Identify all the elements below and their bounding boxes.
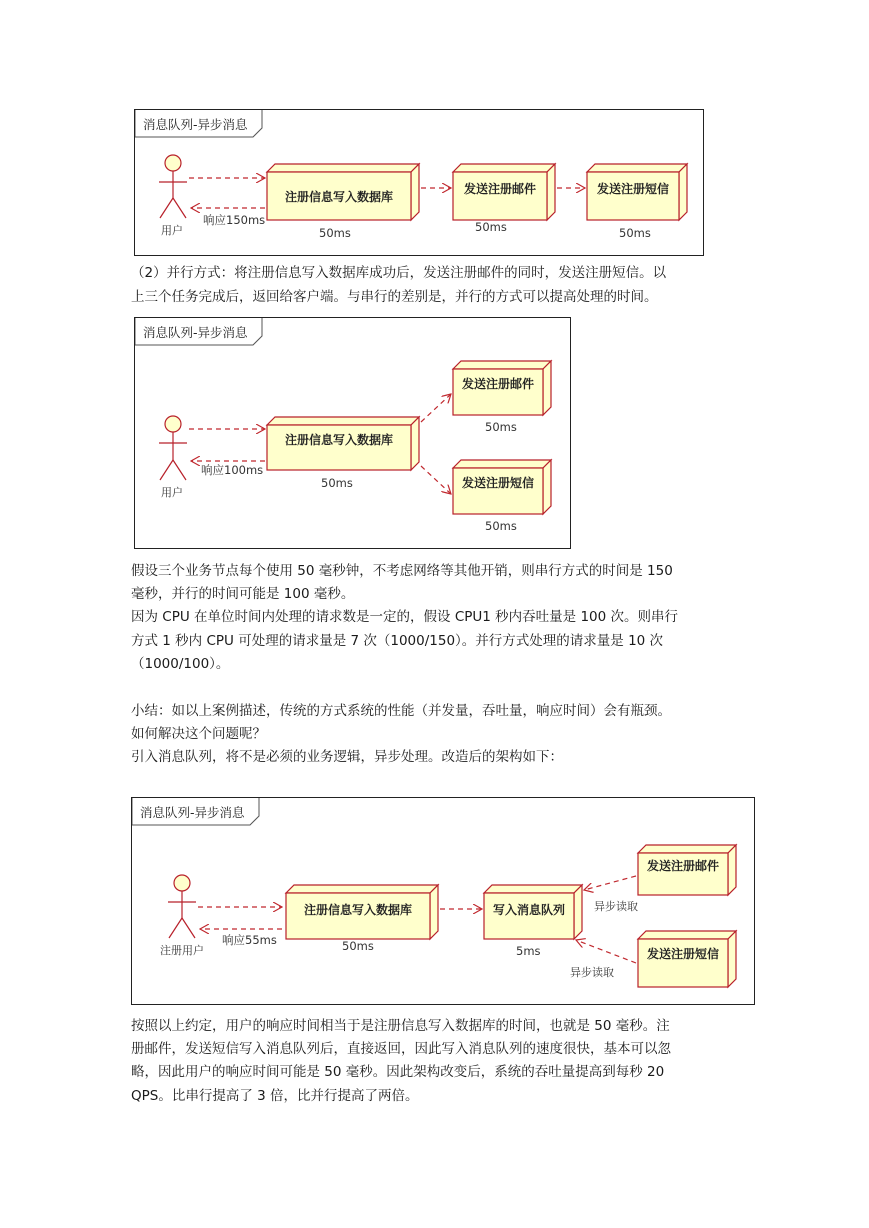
timing-label: 50ms [321,476,353,490]
paragraph-assume-line5: （1000/100）。 [131,656,230,672]
node-label: 注册信息写入数据库 [303,903,413,917]
node-label: 发送注册短信 [596,182,670,196]
paragraph-summary-line3: 引入消息队列，将不是必须的业务逻辑，异步处理。改造后的架构如下： [131,749,563,765]
paragraph-assume-line1: 假设三个业务节点每个使用 50 毫秒钟，不考虑网络等其他开销，则串行方式的时间是 150 [131,563,673,579]
response-label: 响应100ms [201,463,264,477]
node-label: 发送注册短信 [461,476,535,490]
paragraph-final-line2: 册邮件，发送短信写入消息队列后，直接返回，因此写入消息队列的速度很快，基本可以忽 [131,1041,671,1057]
actor-label: 注册用户 [160,944,204,957]
node-send-email [453,164,555,220]
paragraph-assume-line2: 毫秒，并行的时间可能是 100 毫秒。 [131,586,355,602]
paragraph-parallel-line1: （2）并行方式：将注册信息写入数据库成功后，发送注册邮件的同时，发送注册短信。以 [131,265,667,281]
timing-label: 5ms [516,944,541,958]
flow-arrow [421,466,451,494]
paragraph-assume-line3: 因为 CPU 在单位时间内处理的请求数是一定的，假设 CPU1 秒内吞吐量是 100 次。则串行 [131,609,678,625]
async-read-arrow [576,940,636,963]
async-read-label: 异步读取 [594,900,638,913]
actor-label: 用户 [161,224,183,237]
node-write-db [267,417,419,470]
node-label: 注册信息写入数据库 [284,433,394,447]
node-message-queue [484,885,582,939]
paragraph-final-line3: 略，因此用户的响应时间可能是 50 毫秒。因此架构改变后，系统的吞吐量提高到每秒 20 [131,1064,665,1080]
timing-label: 50ms [485,519,517,533]
response-label: 响应150ms [203,213,266,227]
timing-label: 50ms [485,420,517,434]
frame-title: 消息队列-异步消息 [143,117,248,132]
user-actor-icon [159,155,187,218]
node-send-sms [453,460,551,514]
node-send-email [453,361,551,415]
paragraph-parallel-line2: 上三个任务完成后，返回给客户端。与串行的差别是，并行的方式可以提高处理的时间。 [131,289,658,305]
node-label: 发送注册邮件 [646,859,720,873]
paragraph-summary-line2: 如何解决这个问题呢？ [131,726,266,742]
paragraph-final-line4: QPS。比串行提高了 3 倍，比并行提高了两倍。 [131,1088,419,1104]
paragraph-summary-line1: 小结：如以上案例描述，传统的方式系统的性能（并发量，吞吐量，响应时间）会有瓶颈。 [131,703,671,719]
diagram-message-queue [131,797,755,1005]
paragraph-final-line1: 按照以上约定，用户的响应时间相当于是注册信息写入数据库的时间，也就是 50 毫秒。注 [131,1018,670,1034]
node-label: 注册信息写入数据库 [284,190,394,204]
node-send-email [638,845,736,895]
node-send-sms [638,931,736,987]
diagram-serial-canvas [135,110,705,257]
diagram-message-queue-canvas [132,798,756,1006]
timing-label: 50ms [319,226,351,240]
node-send-sms [587,164,687,220]
diagram-parallel-canvas [135,318,572,550]
frame-title: 消息队列-异步消息 [140,805,245,820]
user-actor-icon [159,416,187,480]
actor-label: 用户 [161,486,183,499]
paragraph-assume-line4: 方式 1 秒内 CPU 可处理的请求量是 7 次（1000/150）。并行方式处理的请求量是 10 次 [131,633,664,649]
flow-arrow [421,394,451,422]
diagram-parallel [134,317,571,549]
frame-title: 消息队列-异步消息 [143,325,248,340]
async-read-label: 异步读取 [570,966,614,979]
response-label: 响应55ms [222,933,277,947]
node-write-db [267,164,419,220]
timing-label: 50ms [475,220,507,234]
node-label: 发送注册邮件 [461,377,535,391]
node-label: 写入消息队列 [492,903,566,917]
timing-label: 50ms [342,939,374,953]
async-read-arrow [584,876,636,890]
diagram-serial [134,109,704,256]
node-write-db [286,885,438,939]
node-label: 发送注册邮件 [463,182,537,196]
timing-label: 50ms [619,226,651,240]
node-label: 发送注册短信 [646,947,720,961]
user-actor-icon [168,875,196,938]
